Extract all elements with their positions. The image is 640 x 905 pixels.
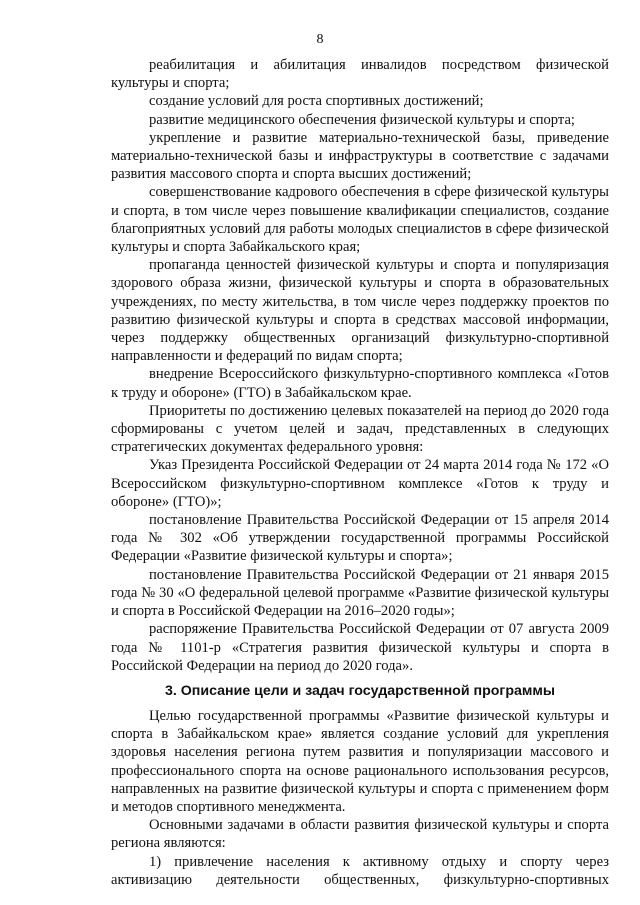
paragraph-medical-support: развитие медицинского обеспечения физической культуры и спорта; <box>149 111 575 128</box>
page-number: 8 <box>316 32 324 47</box>
section-heading: 3. Описание цели и задач государственной программы <box>164 682 555 699</box>
paragraph-order-1101: распоряжение Правительства Российской Федерации от 07 августа 2009 года № 1101-р «Стратегия развития физической культуры и спорта в Российской Федерации на период до 2020 года». <box>111 621 609 674</box>
paragraph-promotion: пропаганда ценностей физической культуры и спорта и популяризация здорового образа жизни, физической культуры и спорта в образовательных учреждениях, по месту жительства, в том числе через поддержку проектов по развитию физической культуры и спорта в средствах массовой информации, через поддержку общественных организаций физкультурно-спортивной направленности и федераций по видам спорта; <box>111 257 609 365</box>
paragraph-program-goal: Целью государственной программы «Развитие физической культуры и спорта в Забайкальском крае» является создание условий для укрепления здоровья населения региона путем развития и популяризации массового и профессионального спорта на основе рационального использования ресурсов, направленных на развитие физической культуры и спорта с применением форм и методов спортивного менеджмента. <box>111 707 609 815</box>
paragraph-staffing: совершенствование кадрового обеспечения в сфере физической культуры и спорта, в том числе через повышение квалификации специалистов, создание благоприятных условий для работы молодых специалистов в сфере физической культуры и спорта Забайкальского края; <box>111 184 609 256</box>
paragraph-resolution-302: постановление Правительства Российской Федерации от 15 апреля 2014 года № 302 «Об утверждении государственной программы Российской Федерации «Развитие физической культуры и спорта»; <box>111 512 609 565</box>
paragraph-sport-achievements: создание условий для роста спортивных достижений; <box>149 93 484 110</box>
paragraph-gto: внедрение Всероссийского физкультурно-спортивного комплекса «Готов к труду и обороне» (ГТО) в Забайкальском крае. <box>111 366 609 401</box>
paragraph-main-tasks: Основными задачами в области развития физической культуры и спорта региона являются: <box>111 817 609 852</box>
paragraph-decree-172: Указ Президента Российской Федерации от 24 марта 2014 года № 172 «О Всероссийском физкультурно-спортивном комплексе «Готов к труду и обороне» (ГТО)»; <box>111 457 609 510</box>
paragraph-priorities: Приоритеты по достижению целевых показателей на период до 2020 года сформированы с учетом целей и задач, представленных в следующих стратегических документах федерального уровня: <box>111 402 609 456</box>
paragraph-material-base: укрепление и развитие материально-технической базы, приведение материально-технической базы и инфраструктуры в соответствие с задачами развития массового спорта и спорта высших достижений; <box>111 129 609 183</box>
document-body <box>111 56 609 889</box>
paragraph-rehabilitation: реабилитация и абилитация инвалидов посредством физической культуры и спорта; <box>111 57 609 92</box>
paragraph-resolution-30: постановление Правительства Российской Федерации от 21 января 2015 года № 30 «О федеральной целевой программе «Развитие физической культуры и спорта в Российской Федерации на 2016–2020 годы»; <box>111 566 609 620</box>
paragraph-task-1: 1) привлечение населения к активному отдыху и спорту через активизацию деятельности общественных, физкультурно-спортивных <box>111 853 609 888</box>
